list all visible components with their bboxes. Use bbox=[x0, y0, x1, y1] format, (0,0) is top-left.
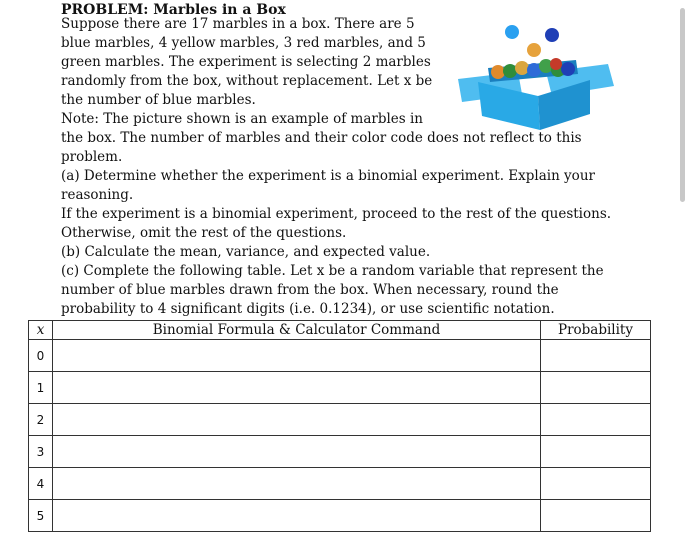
column-header-probability: Probability bbox=[541, 321, 651, 340]
marble-icon bbox=[491, 65, 505, 79]
table-header-row bbox=[29, 321, 651, 340]
marble-icon bbox=[561, 62, 575, 76]
problem-title: PROBLEM: Marbles in a Box bbox=[61, 2, 286, 18]
marble-icon bbox=[527, 43, 541, 57]
formula-input-cell[interactable] bbox=[53, 468, 541, 500]
marble-icon bbox=[545, 28, 559, 42]
problem-statement: Suppose there are 17 marbles in a box. There are 5 blue marbles, 4 yellow marbles, 3 red marbles, and 5 green marbles. The experiment is selecting 2 marbles randomly from the box, without replacement. Let x be the number of blue marbles. bbox=[61, 16, 433, 108]
conditional-instruction: If the experiment is a binomial experiment, proceed to the rest of the questions. Otherwise, omit the rest of the questions. bbox=[61, 206, 612, 241]
question-c: (c) Complete the following table. Let x be a random variable that represent the number of blue marbles drawn from the box. When necessary, round the probability to 4 significant digits (i.e. 0.1234), or use scientific notation. bbox=[61, 263, 604, 317]
marble-icon bbox=[515, 61, 529, 75]
table-row bbox=[29, 468, 651, 500]
formula-input-cell[interactable] bbox=[53, 436, 541, 468]
x-value-cell: 4 bbox=[29, 468, 53, 500]
marble-icon bbox=[503, 64, 517, 78]
formula-input-cell[interactable] bbox=[53, 500, 541, 532]
probability-input-cell[interactable] bbox=[541, 372, 651, 404]
question-a: (a) Determine whether the experiment is a binomial experiment. Explain your reasoning. bbox=[61, 168, 595, 203]
picture-note: Note: The picture shown is an example of marbles in the box. The number of marbles and their color code does not reflect to this problem. bbox=[61, 111, 582, 165]
probability-input-cell[interactable] bbox=[541, 468, 651, 500]
probability-input-cell[interactable] bbox=[541, 404, 651, 436]
x-value-cell: 3 bbox=[29, 436, 53, 468]
marble-icon bbox=[505, 25, 519, 39]
marbles-box-illustration bbox=[448, 24, 616, 134]
formula-input-cell[interactable] bbox=[53, 372, 541, 404]
x-value-cell: 5 bbox=[29, 500, 53, 532]
x-value-cell: 1 bbox=[29, 372, 53, 404]
question-b: (b) Calculate the mean, variance, and expected value. bbox=[61, 244, 431, 260]
marble-icon bbox=[527, 63, 541, 77]
table-row bbox=[29, 340, 651, 372]
probability-table bbox=[28, 320, 651, 532]
scrollbar[interactable] bbox=[680, 8, 685, 202]
column-header-x: x bbox=[29, 321, 53, 340]
marble-icon bbox=[550, 58, 562, 70]
table-row bbox=[29, 436, 651, 468]
probability-input-cell[interactable] bbox=[541, 436, 651, 468]
table-row bbox=[29, 500, 651, 532]
formula-input-cell[interactable] bbox=[53, 340, 541, 372]
x-value-cell: 0 bbox=[29, 340, 53, 372]
column-header-formula: Binomial Formula & Calculator Command bbox=[53, 321, 541, 340]
table-row bbox=[29, 404, 651, 436]
formula-input-cell[interactable] bbox=[53, 404, 541, 436]
probability-input-cell[interactable] bbox=[541, 500, 651, 532]
x-value-cell: 2 bbox=[29, 404, 53, 436]
table-row bbox=[29, 372, 651, 404]
probability-input-cell[interactable] bbox=[541, 340, 651, 372]
